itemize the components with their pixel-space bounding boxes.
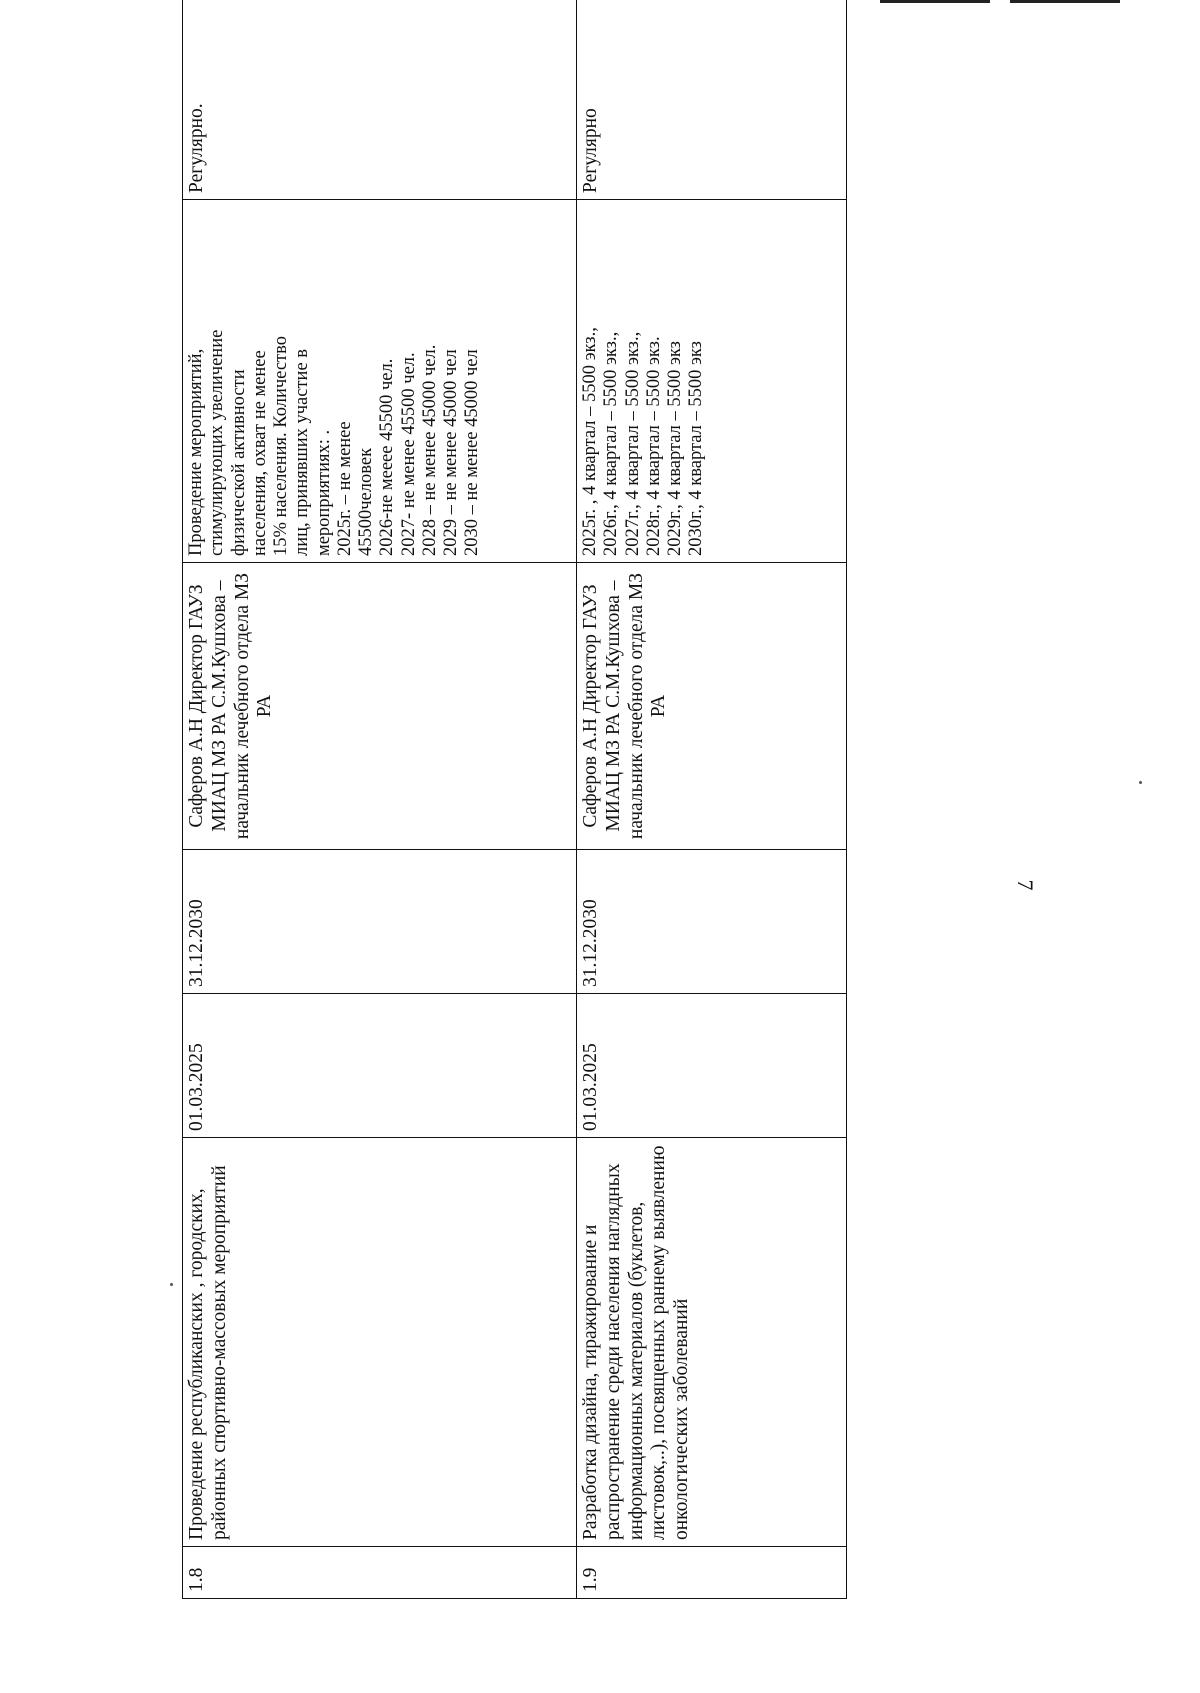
expected-result [183,200,577,563]
row-number: 1.9 [577,1547,847,1599]
table-row [577,0,847,1599]
result-line: 2028г., 4 квартал – 5500 экз. [643,336,664,556]
end-date: 31.12.2030 [577,850,847,994]
periodicity: Регулярно [577,0,847,200]
scan-mark-top-left [880,0,990,3]
result-line: 2026-не мееее 45500 чел. [377,358,398,556]
page-number: 7 [1013,879,1038,891]
responsible-persons: Саферов А.Н Директор ГАУЗ МИАЦ МЗ РА С.М.Кушхова – начальник лечебного отдела МЗ РА [577,563,847,850]
result-line: лиц, принявших участие в [292,348,313,556]
row-number: 1.8 [183,1547,577,1599]
responsible-persons: Саферов А.Н Директор ГАУЗ МИАЦ МЗ РА С.М.Кушхова – начальник лечебного отдела МЗ РА [183,563,577,850]
result-line: 2029 – не менее 45000 чел [441,349,462,556]
scan-mark-top-right [1010,0,1120,3]
measure-name: Разработка дизайна, тиражирование и распространение среди населения наглядных информационных материалов (буклетов, листовок,..), посвященных раннему выявлению онкологических заболеваний [577,1138,847,1547]
result-line: 2026г., 4 квартал – 5500 экз., [601,331,622,556]
result-line: 2027- не менее 45500 чел. [398,352,419,556]
result-line: 2027г., 4 квартал – 5500 экз., [622,331,643,556]
measures-table [182,0,847,1599]
result-line: стимулирующих увеличение [207,329,228,556]
end-date: 31.12.2030 [183,850,577,994]
measure-name: Проведение республиканских , городских, районных спортивно-массовых мероприятий [183,1138,577,1547]
scan-speck [1139,781,1142,784]
result-line: населения, охват не менее [249,350,270,556]
result-line: 45500человек [356,447,377,556]
result-line: 2030 – не менее 45000 чел [462,349,483,556]
expected-result [577,200,847,563]
start-date: 01.03.2025 [577,994,847,1138]
result-line: 2025г. , 4 квартал – 5500 экз., [580,327,600,556]
periodicity: Регулярно. [183,0,577,200]
result-line: 2025г. – не менее [334,421,355,556]
result-line: 2030г., 4 квартал – 5500 экз [686,341,707,556]
start-date: 01.03.2025 [183,994,577,1138]
result-line: 2028 – не менее 45000 чел. [419,344,440,556]
rotated-table-wrapper [182,84,846,1599]
scan-speck [170,1283,173,1286]
result-line: 15% населения. Количество [271,336,292,556]
result-line: 2029г., 4 квартал – 5500 экз [665,341,686,556]
result-line: мероприятиях: . [313,429,334,556]
result-line: физической активности [228,369,249,556]
result-line: Проведение мероприятий, [186,348,206,556]
table-row [183,0,577,1599]
